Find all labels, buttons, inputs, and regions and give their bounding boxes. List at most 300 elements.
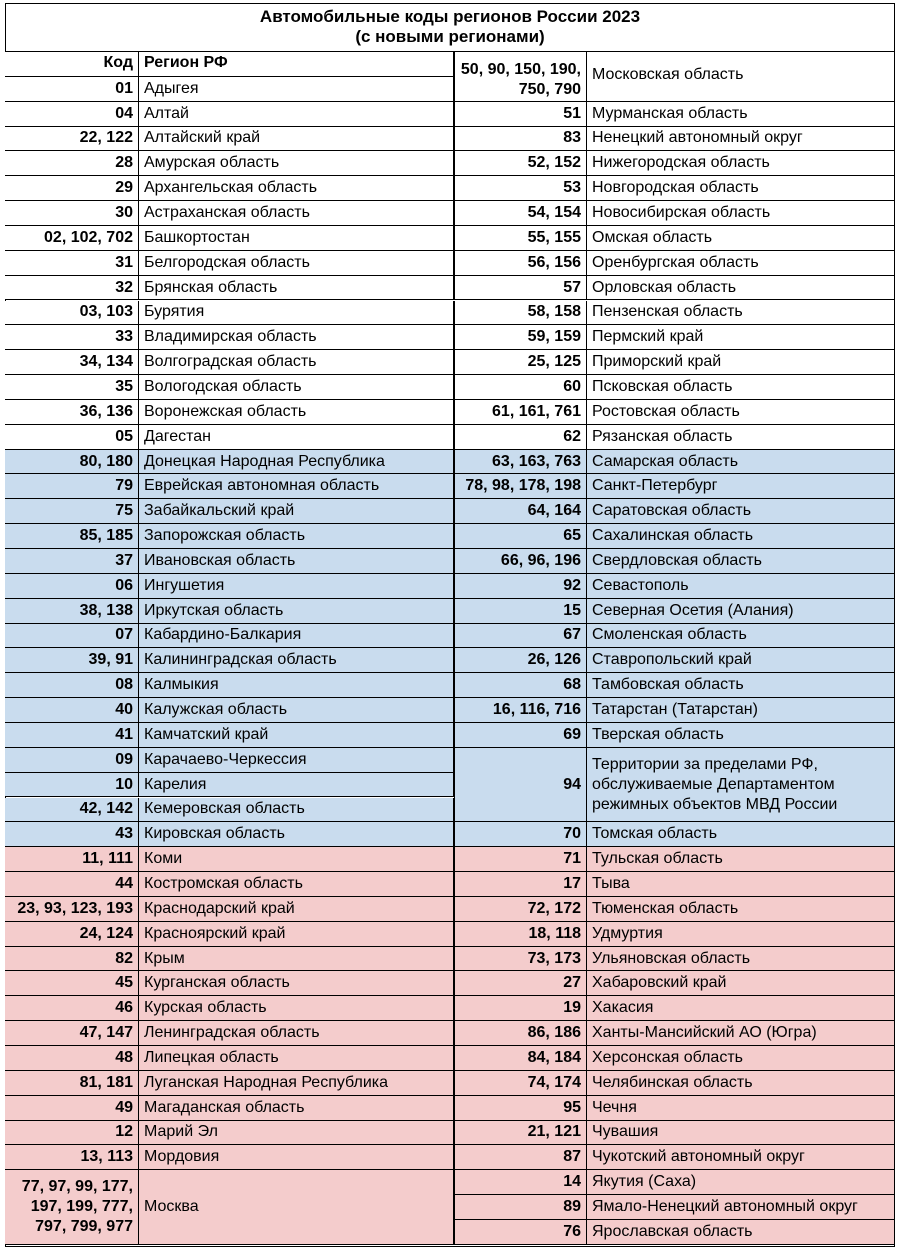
region-code-text: 85, 185 [79, 527, 133, 545]
region-name-text: Дагестан [144, 427, 211, 445]
header-region-label: Регион РФ [144, 54, 228, 71]
region-name [139, 375, 454, 400]
region-name-text: Чувашия [592, 1123, 659, 1141]
region-code [5, 648, 139, 673]
region-name-text: Сахалинская область [592, 527, 754, 545]
region-code-text: 28 [115, 154, 133, 172]
region-name-text: Волгоградская область [144, 353, 317, 371]
region-name-text: Якутия (Саха) [592, 1173, 697, 1191]
region-code-text: 03, 103 [79, 303, 133, 321]
region-name-line: обслуживаемые Департаментом [592, 775, 835, 793]
region-code [5, 822, 139, 847]
region-name [587, 698, 895, 723]
region-code [454, 400, 587, 425]
region-name-text: Крым [144, 949, 185, 967]
region-name [139, 1121, 454, 1146]
region-name [587, 375, 895, 400]
region-code [454, 375, 587, 400]
region-code [5, 127, 139, 152]
region-code [454, 499, 587, 524]
region-name [139, 524, 454, 549]
region-name-text: Красноярский край [144, 924, 286, 942]
region-code [5, 1096, 139, 1121]
region-code-text: 25, 125 [527, 353, 581, 371]
region-name-text: Карелия [144, 775, 207, 793]
region-name-text: Адыгея [144, 79, 199, 97]
region-name-text: Иркутская область [144, 601, 284, 619]
region-code-text: 81, 181 [79, 1073, 133, 1091]
region-code [5, 1071, 139, 1096]
region-code-line: 797, 799, 977 [35, 1218, 133, 1236]
region-code [5, 375, 139, 400]
region-name-text: Ярославская область [592, 1222, 753, 1240]
region-name [139, 102, 454, 127]
region-name-text: Марий Эл [144, 1123, 218, 1141]
region-code-text: 14 [563, 1173, 581, 1191]
region-code [454, 1195, 587, 1220]
region-code-text: 53 [563, 179, 581, 197]
region-code-text: 01 [115, 79, 133, 97]
region-name [139, 1145, 454, 1170]
region-name-text: Московская область [592, 66, 744, 83]
region-name [587, 996, 895, 1021]
region-name-text: Чукотский автономный округ [592, 1148, 805, 1166]
region-code [454, 276, 587, 301]
region-code [5, 922, 139, 947]
region-code [5, 872, 139, 897]
region-name-text: Курганская область [144, 974, 290, 992]
region-name-text: Карачаево-Черкессия [144, 750, 307, 768]
region-code-text: 62 [563, 427, 581, 445]
region-code [454, 996, 587, 1021]
region-name-text: Томская область [592, 825, 718, 843]
region-name-text: Астраханская область [144, 204, 310, 222]
region-code-text: 04 [115, 104, 133, 122]
region-name-text: Воронежская область [144, 402, 307, 420]
region-name-moscow [139, 1170, 454, 1245]
region-name-text: Алтай [144, 104, 189, 122]
region-name-text: Башкортостан [144, 228, 250, 246]
region-code-text: 87 [563, 1148, 581, 1166]
region-name-text: Тверская область [592, 725, 724, 743]
region-name-text: Алтайский край [144, 129, 261, 147]
region-code [5, 897, 139, 922]
region-name [139, 176, 454, 201]
region-name-text: Тыва [592, 874, 630, 892]
region-name [587, 450, 895, 475]
region-code-text: 86, 186 [527, 1024, 581, 1042]
region-code [5, 325, 139, 350]
region-code-text: 10 [115, 775, 133, 793]
region-name-text: Луганская Народная Республика [144, 1073, 389, 1091]
region-code [454, 872, 587, 897]
region-name [587, 947, 895, 972]
region-code [5, 549, 139, 574]
region-name-text: Саратовская область [592, 502, 752, 520]
region-code-text: 18, 118 [528, 924, 581, 942]
region-name-text: Владимирская область [144, 328, 317, 346]
region-code-line: 50, 90, 150, 190, [460, 61, 581, 78]
region-code-text: 74, 174 [527, 1073, 581, 1091]
region-code [454, 301, 587, 326]
region-code-text: 48 [115, 1048, 133, 1066]
region-code-text: 69 [563, 725, 581, 743]
region-code-text: 63, 163, 763 [492, 452, 581, 470]
region-code [5, 624, 139, 649]
region-code [5, 400, 139, 425]
region-name [139, 947, 454, 972]
region-code-text: 60 [563, 377, 581, 395]
region-code-text: 16, 116, 716 [492, 701, 581, 719]
region-code-text: 19 [563, 999, 581, 1017]
region-code-moscow [5, 1170, 139, 1245]
region-code [454, 151, 587, 176]
region-code [454, 698, 587, 723]
region-code-text: 76 [563, 1222, 581, 1240]
region-name [587, 1096, 895, 1121]
region-name-text: Херсонская область [592, 1048, 743, 1066]
region-name-text: Челябинская область [592, 1073, 753, 1091]
region-name-text: Калужская область [144, 701, 288, 719]
region-code-text: 79 [115, 477, 133, 495]
region-name-line: Территории за пределами РФ, [592, 755, 818, 773]
region-name-text: Ростовская область [592, 402, 740, 420]
region-code-line: 77, 97, 99, 177, [21, 1178, 133, 1196]
region-code-text: 31 [115, 253, 133, 271]
region-name-text: Мордовия [144, 1148, 220, 1166]
region-code-text: 43 [115, 825, 133, 843]
region-code-text: 12 [115, 1123, 133, 1141]
region-code [5, 1121, 139, 1146]
region-name-text: Калининградская область [144, 651, 337, 669]
region-name [587, 102, 895, 127]
region-code [454, 648, 587, 673]
region-code [5, 77, 139, 102]
region-code-text: 07 [115, 626, 133, 644]
region-name-text: Санкт-Петербург [592, 477, 718, 495]
region-name [587, 1021, 895, 1046]
region-name [587, 499, 895, 524]
region-name-text: Пермский край [592, 328, 704, 346]
region-name [139, 773, 454, 798]
region-code-text: 66, 96, 196 [500, 551, 581, 569]
region-code-text: 29 [115, 179, 133, 197]
region-code-text: 65 [563, 527, 581, 545]
region-code-text: 68 [563, 676, 581, 694]
region-code [454, 450, 587, 475]
region-name [139, 251, 454, 276]
region-name-text: Ямало-Ненецкий автономный округ [592, 1198, 858, 1216]
region-code [5, 276, 139, 301]
region-code-text: 22, 122 [79, 129, 133, 147]
region-code [5, 425, 139, 450]
region-code-text: 52, 152 [527, 154, 581, 172]
region-code [454, 1071, 587, 1096]
header-region [139, 52, 454, 77]
region-code-text: 46 [115, 999, 133, 1017]
region-name-text: Новосибирская область [592, 204, 771, 222]
region-name-text: Калмыкия [144, 676, 219, 694]
region-code [5, 947, 139, 972]
region-name [139, 897, 454, 922]
region-name-text: Пензенская область [592, 303, 743, 321]
region-code [454, 1096, 587, 1121]
region-code-line: 197, 199, 777, [30, 1198, 133, 1216]
region-name-text: Севастополь [592, 576, 689, 594]
region-code [454, 226, 587, 251]
region-code [5, 201, 139, 226]
region-code [5, 996, 139, 1021]
region-name [587, 599, 895, 624]
region-code-text: 45 [115, 974, 133, 992]
region-name [139, 350, 454, 375]
region-code [454, 897, 587, 922]
region-name [587, 971, 895, 996]
region-name-text: Оренбургская область [592, 253, 759, 271]
region-code-text: 57 [563, 278, 581, 296]
region-name-text: Ханты-Мансийский АО (Югра) [592, 1024, 817, 1042]
region-code [5, 301, 139, 326]
region-code-text: 71 [563, 850, 581, 868]
region-name-text: Бурятия [144, 303, 205, 321]
region-code [5, 798, 139, 823]
region-code-text: 26, 126 [527, 651, 581, 669]
region-name-text: Северная Осетия (Алания) [592, 601, 794, 619]
region-name-text: Амурская область [144, 154, 280, 172]
region-code-text: 02, 102, 702 [44, 228, 133, 246]
region-name [587, 822, 895, 847]
region-code-text: 82 [115, 949, 133, 967]
region-code [5, 226, 139, 251]
region-name-text: Орловская область [592, 278, 737, 296]
region-code [454, 425, 587, 450]
region-code-text: 17 [563, 874, 581, 892]
region-code-text: 73, 173 [527, 949, 581, 967]
region-name-text: Хабаровский край [592, 974, 727, 992]
region-name [139, 748, 454, 773]
region-code [454, 251, 587, 276]
region-code [5, 723, 139, 748]
region-code [5, 450, 139, 475]
region-name-text: Архангельская область [144, 179, 318, 197]
region-code-text: 49 [115, 1098, 133, 1116]
region-code [454, 1046, 587, 1071]
region-name [139, 425, 454, 450]
region-code [5, 673, 139, 698]
region-name [587, 549, 895, 574]
region-code-text: 42, 142 [79, 800, 133, 818]
region-code [5, 176, 139, 201]
region-name [139, 276, 454, 301]
region-name [587, 1195, 895, 1220]
region-name [587, 350, 895, 375]
region-code [5, 151, 139, 176]
region-name [587, 1121, 895, 1146]
region-code-text: 67 [563, 626, 581, 644]
region-name-text: Еврейская автономная область [144, 477, 380, 495]
region-name-text: Чечня [592, 1098, 637, 1116]
region-name [139, 325, 454, 350]
region-name-text: Липецкая область [144, 1048, 279, 1066]
region-name-text: Кировская область [144, 825, 285, 843]
region-name [587, 425, 895, 450]
region-code-text: 38, 138 [79, 601, 133, 619]
region-name [139, 1021, 454, 1046]
region-name-text: Свердловская область [592, 551, 762, 569]
region-code [454, 922, 587, 947]
region-name [139, 574, 454, 599]
region-code [454, 127, 587, 152]
region-code-text: 34, 134 [79, 353, 133, 371]
region-code-text: 36, 136 [79, 402, 133, 420]
region-code-text: 27 [563, 974, 581, 992]
region-name-text: Брянская область [144, 278, 278, 296]
region-code-text: 95 [563, 1098, 581, 1116]
title-line-2: (с новыми регионами) [355, 27, 545, 46]
region-code [454, 723, 587, 748]
region-name [139, 226, 454, 251]
region-name [139, 996, 454, 1021]
region-code [454, 1021, 587, 1046]
region-name [139, 872, 454, 897]
region-name [587, 1220, 895, 1245]
region-name-text: Кабардино-Балкария [144, 626, 302, 644]
region-name [587, 648, 895, 673]
region-name-text: Запорожская область [144, 527, 306, 545]
region-code [5, 773, 139, 798]
region-code [454, 549, 587, 574]
region-name [139, 673, 454, 698]
region-code-text: 92 [563, 576, 581, 594]
region-name [139, 450, 454, 475]
region-code [454, 624, 587, 649]
region-code [5, 1046, 139, 1071]
region-code-text: 09 [115, 750, 133, 768]
region-code-text: 11, 111 [82, 850, 133, 868]
region-code [454, 102, 587, 127]
region-name [139, 201, 454, 226]
region-code-text: 39, 91 [88, 651, 133, 669]
region-name-text: Татарстан (Татарстан) [592, 701, 758, 719]
region-name [587, 474, 895, 499]
region-code [5, 524, 139, 549]
region-name [587, 276, 895, 301]
region-code-text: 51 [563, 104, 581, 122]
region-name-text: Курская область [144, 999, 267, 1017]
region-name [139, 1046, 454, 1071]
region-name [139, 599, 454, 624]
region-name-text: Магаданская область [144, 1098, 305, 1116]
region-code-text: 75 [115, 502, 133, 520]
region-code-text: 72, 172 [527, 899, 581, 917]
region-code-text: 40 [115, 701, 133, 719]
region-code [5, 350, 139, 375]
region-code-text: 24, 124 [79, 924, 133, 942]
region-name-text: Омская область [592, 228, 713, 246]
region-code [454, 971, 587, 996]
region-code [5, 698, 139, 723]
region-code-text: 94 [563, 775, 581, 793]
region-code-text: 23, 93, 123, 193 [17, 899, 133, 917]
region-code [5, 1145, 139, 1170]
region-name-text: Краснодарский край [144, 899, 295, 917]
region-code-text: 64, 164 [527, 502, 581, 520]
region-name [587, 847, 895, 872]
region-code-text: 33 [115, 328, 133, 346]
region-name-text: Удмуртия [592, 924, 663, 942]
region-name [587, 176, 895, 201]
region-code-text: 37 [115, 551, 133, 569]
region-name [587, 325, 895, 350]
region-name [139, 400, 454, 425]
region-name [139, 822, 454, 847]
region-code [454, 176, 587, 201]
region-name [139, 847, 454, 872]
region-name-text: Рязанская область [592, 427, 733, 445]
region-name-text: Ивановская область [144, 551, 296, 569]
region-code-text: 15 [563, 601, 581, 619]
region-code-text: 55, 155 [527, 228, 581, 246]
region-code-text: 30 [115, 204, 133, 222]
region-code [454, 599, 587, 624]
region-name-text: Вологодская область [144, 377, 302, 395]
region-code-text: 58, 158 [527, 303, 581, 321]
region-code [5, 599, 139, 624]
region-code [454, 325, 587, 350]
region-code [5, 574, 139, 599]
region-code [5, 474, 139, 499]
region-code-moscow-oblast [454, 52, 587, 102]
region-code-text: 54, 154 [527, 204, 581, 222]
region-code [5, 102, 139, 127]
region-code-territories [454, 748, 587, 823]
region-code-text: 78, 98, 178, 198 [465, 477, 581, 495]
region-name [587, 251, 895, 276]
title-line-1: Автомобильные коды регионов России 2023 [259, 7, 641, 26]
region-name-text: Коми [144, 850, 183, 868]
region-code [454, 1145, 587, 1170]
region-name [139, 151, 454, 176]
region-name [587, 673, 895, 698]
region-code [454, 847, 587, 872]
region-name [587, 301, 895, 326]
region-code [5, 847, 139, 872]
region-name [587, 872, 895, 897]
region-name [587, 127, 895, 152]
region-code [5, 251, 139, 276]
region-name [587, 201, 895, 226]
region-name-text: Псковская область [592, 377, 733, 395]
region-name [139, 723, 454, 748]
region-name [587, 524, 895, 549]
region-name-moscow-oblast [587, 52, 895, 102]
region-code [454, 474, 587, 499]
region-code-text: 05 [115, 427, 133, 445]
region-code-text: 08 [115, 676, 133, 694]
region-code-text: 44 [115, 874, 133, 892]
region-name [139, 1071, 454, 1096]
header-code-label: Код [103, 54, 133, 71]
region-code [5, 1021, 139, 1046]
region-code-text: 84, 184 [527, 1048, 581, 1066]
region-name-text: Хакасия [592, 999, 654, 1017]
region-code-text: 83 [563, 129, 581, 147]
region-name [587, 400, 895, 425]
region-name [587, 226, 895, 251]
region-name [139, 549, 454, 574]
region-code [454, 1121, 587, 1146]
region-code [5, 499, 139, 524]
